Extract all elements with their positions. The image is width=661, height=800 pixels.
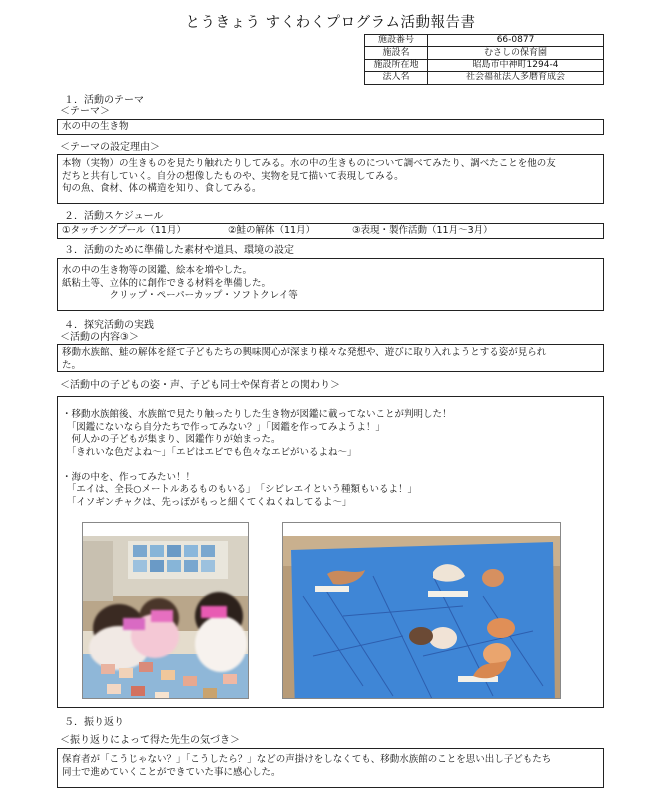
materials-box: 水の中の生き物等の図鑑、絵本を増やした。 紙粘土等、立体的に創作できる材料を準備した。 クリップ・ペーパーカップ・ソフトクレイ等 (57, 258, 604, 311)
reason-label: ＜テーマの設定理由＞ (60, 142, 160, 153)
reflection-box: 保育者が「こうじゃない？」「こうしたら？」などの声掛けをしなくても、移動水族館のことを思い出し子どもたち 同士で進めていくことができていた事に感心した。 (57, 748, 604, 788)
info-label: 施設所在地 (365, 59, 428, 71)
classroom-photo (82, 522, 249, 699)
theme-box: 水の中の生き物 (57, 119, 604, 135)
info-label: 施設名 (365, 47, 428, 59)
section-3-heading: ３．活動のために準備した素材や道具、環境の設定 (64, 245, 294, 256)
children-drawing-image (83, 536, 249, 700)
section-2-heading: ２．活動スケジュール (64, 211, 164, 222)
theme-label: ＜テーマ＞ (60, 106, 110, 117)
section-1-heading: １．活動のテーマ (64, 95, 144, 106)
info-value: 昭島市中神町1294-4 (428, 59, 604, 71)
schedule-item: ①タッチングプール（11月） (62, 225, 186, 236)
schedule-item: ③表現・製作活動（11月～3月） (352, 225, 493, 236)
page-title: とうきょう すくわくプログラム活動報告書 (185, 15, 476, 31)
children-box (57, 396, 604, 708)
section-4-heading: ４．探究活動の実践 (64, 320, 154, 331)
facility-info-table (364, 34, 604, 85)
content-box: 移動水族館、鮭の解体を経て子どもたちの興味関心が深まり様々な発想や、遊びに取り入れようとする姿が見られ た。 (57, 344, 604, 372)
info-value: むさしの保育園 (428, 47, 604, 59)
ocean-artwork-photo (282, 522, 561, 699)
reason-box: 本物（実物）の生きものを見たり触れたりしてみる。水の中の生きものについて調べてみたり、調べたことを他の友 だちと共有していく。自分の想像したものや、実物を見て描いて表現してみる。 旬の魚、食材、体の構造を知り、食してみる。 (57, 154, 604, 204)
info-row (365, 35, 604, 47)
reflection-label: ＜振り返りによって得た先生の気づき＞ (60, 735, 240, 746)
info-value: 社会福祉法人多磨育成会 (428, 72, 604, 84)
info-label: 施設番号 (365, 35, 428, 47)
info-label: 法人名 (365, 72, 428, 84)
content-label: ＜活動の内容③＞ (60, 332, 139, 343)
schedule-box (57, 223, 604, 239)
info-row (365, 47, 604, 59)
info-row (365, 72, 604, 84)
section-5-heading: ５．振り返り (64, 717, 124, 728)
info-row (365, 59, 604, 71)
ocean-artwork-image (283, 536, 561, 700)
schedule-item: ②鮭の解体（11月） (228, 225, 316, 236)
children-text: ・移動水族館後、水族館で見たり触ったりした生き物が図鑑に載ってないことが判明した！ 「図鑑にないなら自分たちで作ってみない？」「図鑑を作ってみようよ！」 何人かの子どもが集まり、図鑑作りが始まった。 「きれいな色だよね～」「エビはエビでも色々なエビがいるよね～」 ・海の中を、作ってみたい！！ 「エイは、全長○メートルあるものもいる」 「シビレエイという種類もいるよ！」 「イソギンチャクは、先っぽがもっと細くてくねくねしてるよ～」 (62, 409, 452, 508)
info-value: 66-0877 (428, 35, 604, 47)
children-label: ＜活動中の子どもの姿・声、子ども同士や保育者との関わり＞ (60, 380, 340, 391)
